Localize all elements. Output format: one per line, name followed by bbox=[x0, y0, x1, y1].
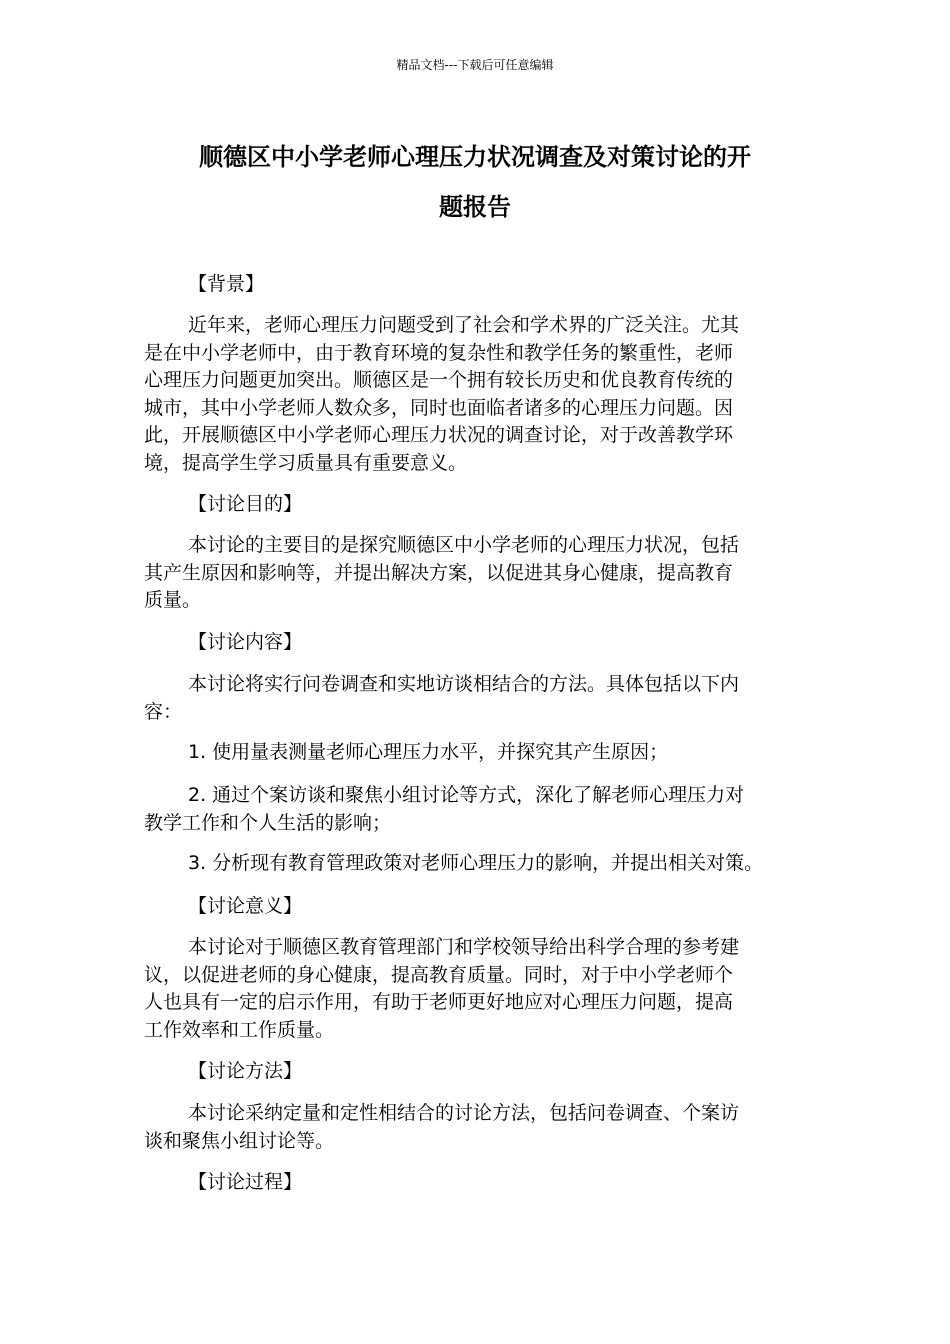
content-list-item bbox=[144, 739, 808, 767]
content-list-item bbox=[144, 850, 808, 878]
title-line: 题报告 bbox=[439, 193, 511, 221]
paragraph-line: 本讨论对于顺德区教育管理部门和学校领导给出科学合理的参考建 bbox=[188, 936, 740, 958]
background-paragraph bbox=[144, 312, 808, 477]
paragraph-line: 谈和聚焦小组讨论等。 bbox=[144, 1129, 335, 1152]
paragraph-line: 是在中小学老师中，由于教育环境的复杂性和教学任务的繁重性，老师 bbox=[144, 341, 734, 364]
paragraph-line: 境，提高学生学习质量具有重要意义。 bbox=[144, 451, 468, 474]
paragraph-line: 本讨论将实行问卷调查和实地访谈相结合的方法。具体包括以下内 bbox=[188, 673, 740, 695]
paragraph-line: 教学工作和个人生活的影响； bbox=[144, 811, 392, 834]
section-heading-method: 【讨论方法】 bbox=[188, 1060, 303, 1082]
paragraph-line: 本讨论采纳定量和定性相结合的讨论方法，包括问卷调查、个案访 bbox=[188, 1102, 740, 1124]
significance-paragraph bbox=[144, 934, 808, 1044]
title-line: 顺德区中小学老师心理压力状况调查及对策讨论的开 bbox=[199, 143, 751, 171]
paragraph-line: 人也具有一定的启示作用，有助于老师更好地应对心理压力问题，提高 bbox=[144, 991, 734, 1013]
section-heading-significance: 【讨论意义】 bbox=[188, 895, 303, 917]
document-title bbox=[130, 132, 820, 232]
section-heading-content: 【讨论内容】 bbox=[188, 631, 303, 653]
paragraph-line: 工作效率和工作质量。 bbox=[144, 1018, 335, 1041]
section-heading-purpose: 【讨论目的】 bbox=[188, 493, 303, 515]
section-heading-process: 【讨论过程】 bbox=[188, 1171, 303, 1193]
paragraph-line: 议，以促进老师的身心健康，提高教育质量。同时，对于中小学老师个 bbox=[144, 963, 734, 986]
paragraph-line: 容： bbox=[144, 700, 183, 723]
section-heading-background: 【背景】 bbox=[188, 273, 265, 295]
paragraph-line: 其产生原因和影响等，并提出解决方案，以促进其身心健康，提高教育 bbox=[144, 561, 734, 584]
method-paragraph bbox=[144, 1100, 808, 1155]
paragraph-line: 1. 使用量表测量老师心理压力水平，并探究其产生原因； bbox=[188, 741, 669, 763]
paragraph-line: 近年来，老师心理压力问题受到了社会和学术界的广泛关注。尤其 bbox=[188, 314, 740, 336]
content-list-item bbox=[144, 782, 808, 837]
paragraph-line: 心理压力问题更加突出。顺德区是一个拥有较长历史和优良教育传统的 bbox=[144, 369, 734, 391]
paragraph-line: 2. 通过个案访谈和聚焦小组讨论等方式，深化了解老师心理压力对 bbox=[188, 784, 745, 806]
paragraph-line: 城市，其中小学老师人数众多，同时也面临者诸多的心理压力问题。因 bbox=[144, 396, 734, 419]
content-intro-paragraph bbox=[144, 671, 808, 726]
page-header-note: 精品文档---下载后可任意编辑 bbox=[396, 58, 554, 72]
paragraph-line: 此，开展顺德区中小学老师心理压力状况的调查讨论，对于改善教学环 bbox=[144, 424, 734, 446]
paragraph-line: 3. 分析现有教育管理政策对老师心理压力的影响，并提出相关对策。 bbox=[188, 852, 764, 874]
paragraph-line: 本讨论的主要目的是探究顺德区中小学老师的心理压力状况，包括 bbox=[188, 534, 740, 556]
paragraph-line: 质量。 bbox=[144, 589, 202, 611]
purpose-paragraph bbox=[144, 532, 808, 615]
